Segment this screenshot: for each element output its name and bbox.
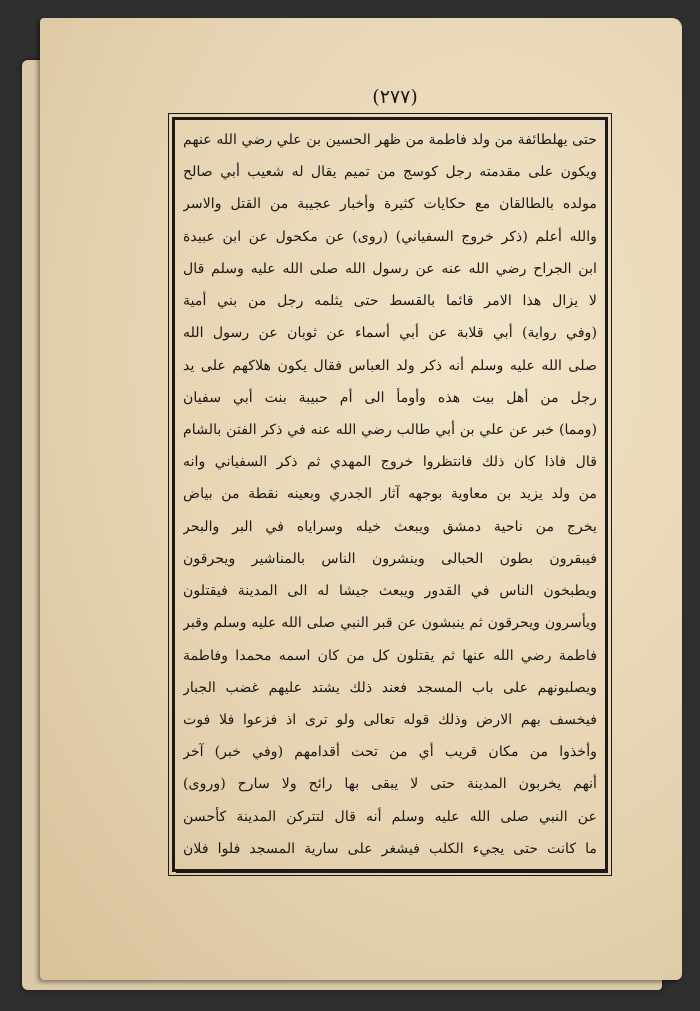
text-line: حتى يهلطائفة من ولد فاطمة من ظهر الحسين بن علي رضي الله عنهم: [183, 132, 597, 148]
text-line: (ومما) خبر عن علي بن أبي طالب رضي الله عنه في ذكر الفتن بالشام: [183, 421, 597, 438]
text-line: يخرج من ناحية دمشق ويبعث خيله وسراياه في البر والبحر: [183, 518, 597, 535]
text-line: (وفي رواية) أبي قلابة عن أبي أسماء عن ثوبان عن رسول الله: [183, 325, 597, 342]
text-line: فيبقرون بطون الحبالى وينشرون الناس بالمناشير ويحرقون: [183, 550, 597, 567]
text-line: ما كانت حتى يجيء الكلب فيشغر على سارية المسجد فلوا فلان: [183, 840, 597, 857]
text-frame: [172, 117, 608, 872]
text-line: مولده بالطالقان مع حكايات كثيرة وأخبار عجيبة من القتل والاسر: [183, 196, 597, 213]
text-line: ابن الجراح رضي الله عنه عن رسول الله صلى الله عليه وسلم قال: [183, 260, 597, 277]
text-line: وأخذوا من مكان قريب أي من تحت أقدامهم (وفي خبر) آخر: [183, 744, 597, 761]
text-line: رجل من أهل بيت هذه وأومأ الى أم حبيبة بنت أبي سفيان: [183, 389, 597, 406]
text-line: قال فاذا كان ذلك فانتظروا خروج المهدي ثم ذكر السفياني وانه: [183, 454, 597, 471]
text-line: والله أعلم (ذكر خروج السفياني) (روى) عن مكحول عن ابن عبيدة: [183, 228, 597, 245]
text-line: فيخسف بهم الارض وذلك قوله تعالى ولو ترى اذ فزعوا فلا فوت: [183, 711, 597, 728]
text-line: ويصلبونهم على باب المسجد فعند ذلك يشتد عليهم غضب الجبار: [183, 679, 597, 696]
bottom-rule: [176, 870, 608, 873]
page-number: (٢٧٧): [372, 86, 418, 108]
text-line: صلى الله عليه وسلم أنه ذكر ولد العباس فقال يكون هلاكهم على يد: [183, 357, 597, 374]
text-line: ويأسرون ويحرقون ثم ينبشون عن قبر النبي صلى الله عليه وسلم وقبر: [183, 615, 597, 632]
text-line: ويكون على مقدمته رجل كوسج من تميم يقال له شعيب أبي صالح: [183, 164, 597, 181]
text-line: فاطمة رضي الله عنها ثم يقتلون كل من كان اسمه محمدا وفاطمة: [183, 647, 597, 664]
text-body: [183, 124, 597, 865]
text-line: أنهم يخربون المدينة حتى لا يبقى بها رائح ولا سارح (وروى): [183, 776, 597, 793]
text-line: لا يزال هذا الامر قائما بالقسط حتى يثلمه رجل من بني أمية: [183, 293, 597, 310]
text-line: ويطبخون الناس في القدور ويبعث جيشا له الى المدينة فيقتلون: [183, 583, 597, 600]
text-line: من ولد يزيد بن معاوية بوجهه آثار الجدري وبعينه نقطة من بياض: [183, 486, 597, 503]
text-line: عن النبي صلى الله عليه وسلم أنه قال لتتركن المدينة كأحسن: [183, 808, 597, 825]
